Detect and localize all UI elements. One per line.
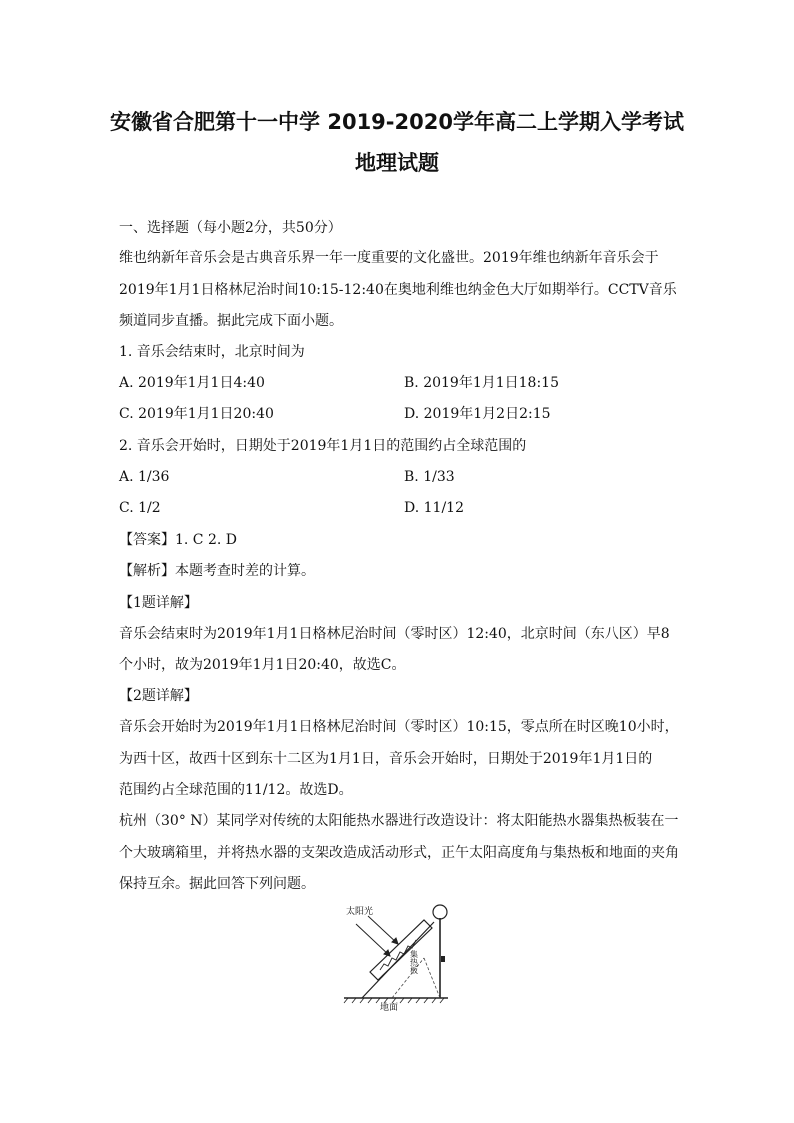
passage2-line: 个大玻璃箱里，并将热水器的支架改造成活动形式，正午太阳高度角与集热板和地面的夹角 xyxy=(119,845,679,861)
detail-1-header: 【1题详解】 xyxy=(119,595,198,611)
answer-line: 【答案】1. C 2. D xyxy=(119,532,238,548)
question-2-option-c: C. 1/2 xyxy=(119,500,161,516)
analysis-line: 【解析】本题考查时差的计算。 xyxy=(119,563,315,579)
exam-title: 安徽省合肥第十一中学 2019-2020学年高二上学期入学考试 xyxy=(110,110,684,134)
question-1-stem: 1. 音乐会结束时，北京时间为 xyxy=(119,344,305,360)
dashed-line-1 xyxy=(392,958,424,998)
detail-2-line: 音乐会开始时为2019年1月1日格林尼治时间（零时区）10:15，零点所在时区晚10小时， xyxy=(119,719,679,735)
plate-label: 集热板 xyxy=(409,950,419,974)
question-2-option-d: D. 11/12 xyxy=(404,500,464,516)
passage1-line: 2019年1月1日格林尼治时间10:15-12:40在奥地利维也纳金色大厅如期举行。CCTV音乐 xyxy=(119,282,677,298)
passage2-line: 杭州（30° N）某同学对传统的太阳能热水器进行改造设计：将太阳能热水器集热板装在一 xyxy=(119,813,679,829)
solar-heater-diagram xyxy=(340,900,456,1012)
passage1-line: 频道同步直播。据此完成下面小题。 xyxy=(119,313,343,329)
question-1-option-d: D. 2019年1月2日2:15 xyxy=(404,406,551,422)
question-1-option-a: A. 2019年1月1日4:40 xyxy=(119,375,265,391)
section-header: 一、选择题（每小题2分，共50分） xyxy=(119,220,342,236)
detail-1-line: 个小时，故为2019年1月1日20:40，故选C。 xyxy=(119,657,406,673)
pulley xyxy=(433,905,447,919)
exam-subtitle: 地理试题 xyxy=(355,151,439,175)
dashed-line-2 xyxy=(424,958,440,998)
question-2-option-b: B. 1/33 xyxy=(404,469,455,485)
adjust-knob xyxy=(441,956,445,962)
question-1-option-c: C. 2019年1月1日20:40 xyxy=(119,406,274,422)
detail-2-line: 范围约占全球范围的11/12。故选D。 xyxy=(119,782,353,798)
collector-box xyxy=(370,920,432,980)
passage1-line: 维也纳新年音乐会是古典音乐界一年一度重要的文化盛世。2019年维也纳新年音乐会于 xyxy=(119,250,659,266)
sunlight-arrows xyxy=(356,916,398,956)
support-bar xyxy=(362,922,434,998)
ground-label: 地面 xyxy=(380,1003,399,1012)
question-2-option-a: A. 1/36 xyxy=(119,469,170,485)
question-1-option-b: B. 2019年1月1日18:15 xyxy=(404,375,559,391)
detail-1-line: 音乐会结束时为2019年1月1日格林尼治时间（零时区）12:40，北京时间（东八区）早8 xyxy=(119,626,670,642)
passage2-line: 保持互余。据此回答下列问题。 xyxy=(119,876,315,892)
question-2-stem: 2. 音乐会开始时，日期处于2019年1月1日的范围约占全球范围的 xyxy=(119,438,527,454)
sunlight-label: 太阳光 xyxy=(346,907,374,917)
detail-2-line: 为西十区，故西十区到东十二区为1月1日，音乐会开始时，日期处于2019年1月1日的 xyxy=(119,751,653,767)
detail-2-header: 【2题详解】 xyxy=(119,688,198,704)
